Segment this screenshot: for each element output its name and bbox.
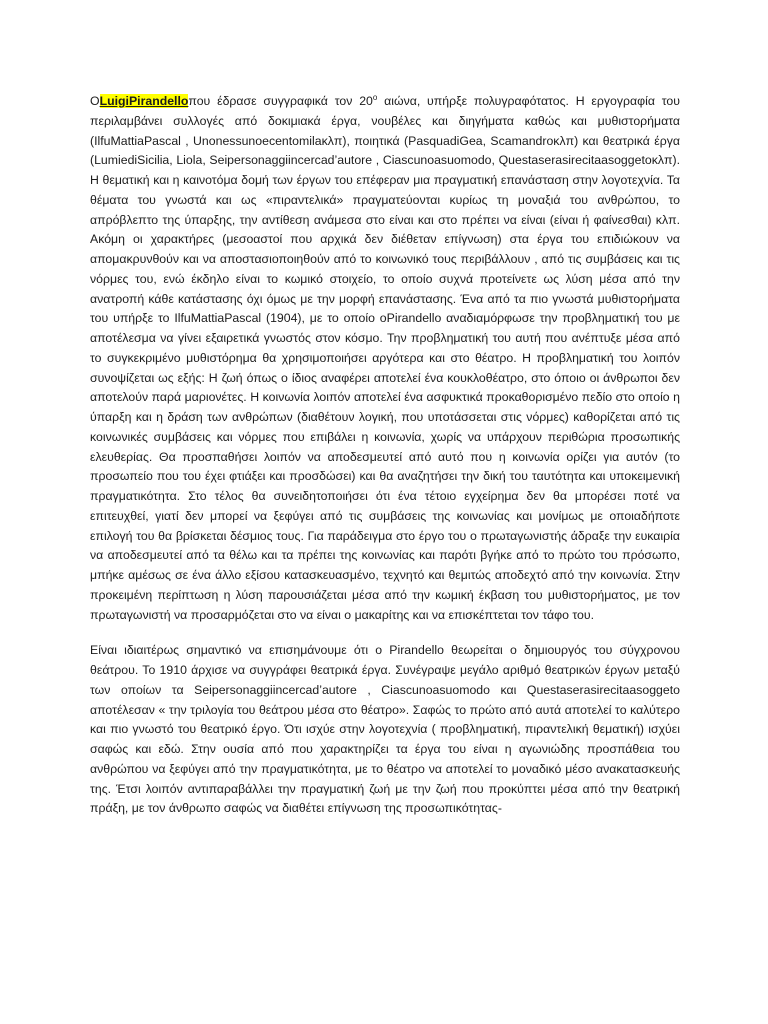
paragraph-1: [90, 92, 680, 625]
paragraph-text: που έδρασε συγγραφικά τον 20: [188, 94, 373, 108]
paragraph-lead: Ο: [90, 94, 100, 108]
paragraph-2: Είναι ιδιαιτέρως σημαντικό να επισημάνουμε ότι ο Pirandello θεωρείται ο δημιουργός του σύγχρονου θεάτρου. Το 1910 άρχισε να συγγράφει θεατρικά έργα. Συνέγραψε μεγάλο αριθμό θεατρικών έργων μεταξύ των οποίων τα Seipersonaggiincercad’autore , Ciascunoasuomodo και Questaserasirecitaasoggeto αποτέλεσαν « την τριλογία του θεάτρου μέσα στο θέατρο». Σαφώς το πρώτο από αυτά αποτελεί το καλύτερο και πιο γνωστό του θεατρικό έργο. Ότι ισχύε στην λογοτεχνία ( προβληματική, πιραντελική θεματική) ισχύει σαφώς και εδώ. Στην ουσία από που χαρακτηρίζει τα έργα του είναι η αγωνιώδης προσπάθεια του ανθρώπου να ξεφύγει από την πραγματικότητα, με το θέατρο να αποτελεί το μοναδικό μέσο ανακατασκευής της. Έτσι λοιπόν αντιπαραβάλλει την πραγματική ζωή με την ζωή που προκύπτει μέσα από την θεατρική πράξη, με τον άνθρωπο σαφώς να διαθέτει επίγνωση της προσωπικότητας-: [90, 643, 680, 816]
highlighted-author-name: LuigiPirandello: [99, 94, 189, 108]
superscript: ο: [372, 92, 378, 102]
document-page: [90, 92, 680, 835]
paragraph-text: αιώνα, υπήρξε πολυγραφότατος. Η εργογραφία του περιλαμβάνει συλλογές από δοκιμιακά έργα, νουβέλες και διηγήματα καθώς και μυθιστορήματα (IlfuMattiaPascal , Unonessunoecentomilaκλπ), ποιητικά (PasquadiGea, Scamandroκλπ) και θεατρικά έργα (LumiediSicilia, Liola, Seipersonaggiincercad’autore , Ciascunoasuomodo, Questaserasirecitaasoggetoκλπ). Η θεματική και η καινοτόμα δομή των έργων του επέφεραν μια πραγματική επανάσταση στην λογοτεχνία. Τα θέματα του γνωστά και ως «πιραντελικά» πραγματεύονται κυρίως τη μοναξιά του ανθρώπου, το απρόβλεπτο της ύπαρξης, την αντίθεση ανάμεσα στο είναι και στο πρέπει να είναι (είναι ή φαίνεσθαι) κλπ. Ακόμη οι χαρακτήρες (μεσοαστοί που αρχικά δεν διέθεταν επίγνωση) στα έργα του επιδιώκουν να απομακρυνθούν και να αποστασιοποιηθούν από το κοινωνικό τους περιβάλλουν , από τις συμβάσεις και τις νόρμες του, ενώ έκδηλο είναι το κωμικό στοιχείο, το οποίο συχνά προτείνετε ως λύση μέσα από την ανατροπή κάθε κατάστασης όχι όμως με την μορφή επανάστασης. Ένα από τα πιο γνωστά μυθιστορήματα του υπήρξε το IlfuMattiaPascal (1904), με το οποίο οPirandello αναδιαμόρφωσε την προβληματική του με αποτέλεσμα να γίνει εξαιρετικά γνωστός στον κόσμο. Την προβληματική του αυτή που ανέπτυξε μέσα από το συγκεκριμένο μυθιστόρημα θα χρησιμοποιήσει αργότερα και στο θέατρο. Η προβληματική του λοιπόν συνοψίζεται ως εξής: Η ζωή όπως ο ίδιος αναφέρει αποτελεί ένα κουκλοθέατρο, στο όποιο οι άνθρωποι δεν αποτελούν παρά μαριονέτες. Η κοινωνία λοιπόν αποτελεί ένα ασφυκτικά προκαθορισμένο πεδίο στο οποίο η ύπαρξη και η δράση των ανθρώπων (διαθέτουν λογική, που υποτάσσεται στις νόρμες) καθορίζεται από τις κοινωνικές συμβάσεις και νόρμες που επιβάλει η κοινωνία, χωρίς να υπάρχουν περιθώρια προσωπικής ελευθερίας. Θα προσπαθήσει λοιπόν να αποδεσμευτεί από αυτό που η κοινωνία ορίζει για αυτόν (το προσωπείο που του έχει φτιάξει και προσδώσει) και θα αναζητήσει την δική του ταυτότητα και υποκειμενική πραγματικότητα. Στο τέλος θα συνειδητοποιήσει ότι ένα τέτοιο εγχείρημα δεν θα μπορέσει ποτέ να επιτευχθεί, γιατί δεν μπορεί να ξεφύγει από τις συμβάσεις της κοινωνίας και μονίμως με οποιαδήποτε επιλογή του θα βρίσκεται δέσμιος τους. Για παράδειγμα στο έργο του ο πρωταγωνιστής άδραξε την ευκαιρία να αποδεσμευτεί από τα θέλω και τα πρέπει της κοινωνίας και παρότι βγήκε από το πρώτο του πρόσωπο, μπήκε αμέσως σε ένα άλλο εξίσου κατασκευασμένο, τεχνητό και θεμιτώς αποδεχτό από την κοινωνία. Στην προκειμένη περίπτωση η λύση παρουσιάζεται μέσα από την κωμική έκβαση του μυθιστορήματος, με τον πρωταγωνιστή να προσαρμόζεται στο να είναι ο μακαρίτης και να επισκέπτεται τον τάφο του.: [90, 94, 680, 622]
